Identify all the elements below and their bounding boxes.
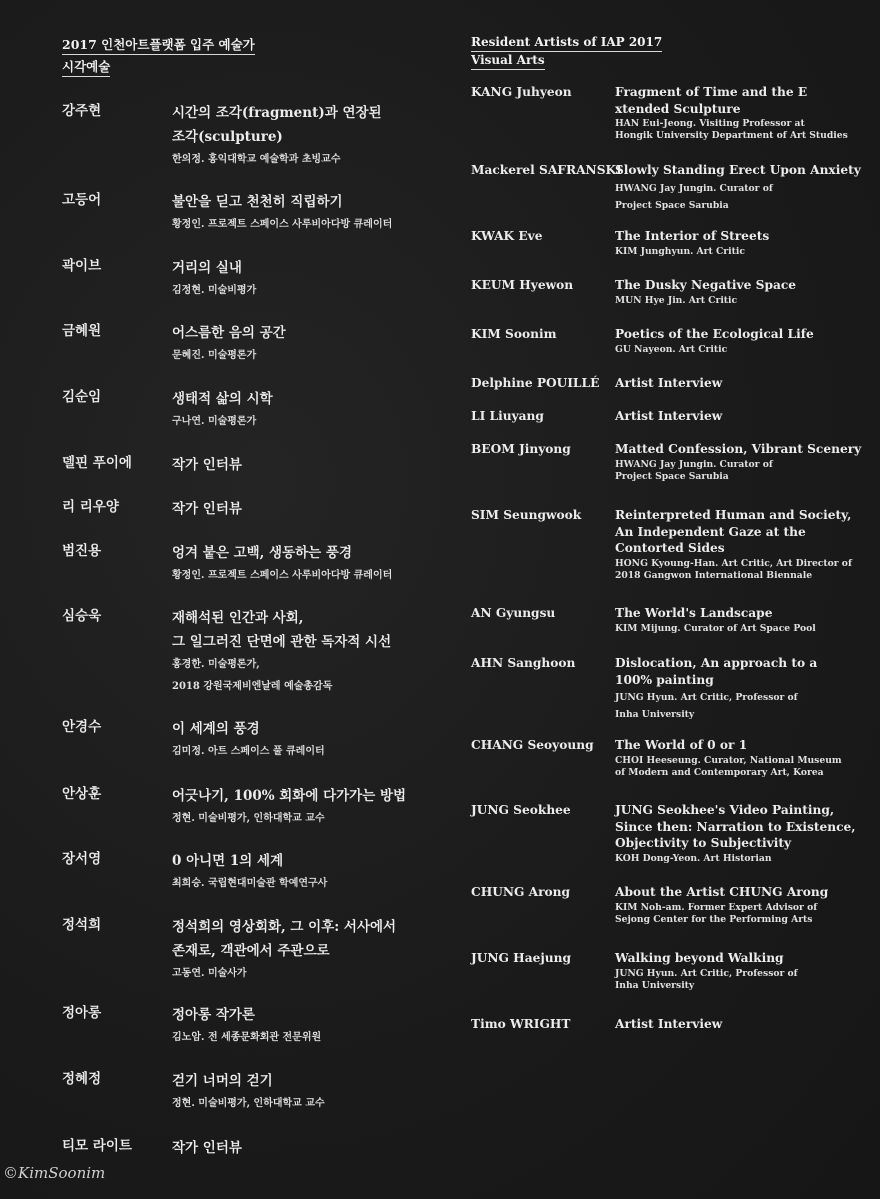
english-header-line2: Visual Arts	[471, 52, 545, 70]
korean-essay-title: 걷기 너머의 걷기	[172, 1073, 273, 1089]
korean-essay-title: 불안을 딛고 천천히 직립하기	[172, 194, 343, 210]
english-essay-author: HONG Kyoung-Han. Art Critic, Art Director of 2018 Gangwon International Biennale	[615, 557, 852, 581]
korean-artist-name: 장서영	[62, 851, 102, 867]
english-essay-author: HWANG Jay Jungin. Curator of Project Space Sarubia	[615, 182, 773, 211]
copyright-watermark: ©KimSoonim	[3, 1164, 106, 1182]
korean-artist-name: 안상훈	[62, 786, 102, 802]
korean-artist-name: 델핀 푸이에	[62, 455, 132, 471]
english-essay-author: KIM Noh-am. Former Expert Advisor of Sejong Center for the Performing Arts	[615, 901, 818, 925]
english-artist-name: KIM Soonim	[471, 327, 557, 341]
korean-artist-name: 금혜원	[62, 323, 102, 339]
english-essay-title: Reinterpreted Human and Society, An Independent Gaze at the Contorted Sides	[615, 508, 852, 555]
english-artist-name: JUNG Seokhee	[471, 803, 571, 817]
korean-artist-name: 리 리우양	[62, 499, 119, 515]
english-essay-title: Slowly Standing Erect Upon Anxiety	[615, 163, 861, 177]
english-essay-title: Poetics of the Ecological Life	[615, 327, 814, 341]
korean-essay-title: 어긋나기, 100% 회화에 다가가는 방법	[172, 788, 407, 804]
korean-essay-author: 한의정. 홍익대학교 예술학과 초빙교수	[172, 154, 341, 165]
korean-artist-name: 정아롱	[62, 1005, 102, 1021]
korean-essay-title: 정석희의 영상회화, 그 이후: 서사에서 존재로, 객관에서 주관으로	[172, 919, 397, 959]
english-essay-author: MUN Hye Jin. Art Critic	[615, 294, 738, 306]
korean-artist-name: 정혜정	[62, 1071, 102, 1087]
korean-essay-author: 김정현. 미술비평가	[172, 285, 257, 296]
english-artist-name: Mackerel SAFRANSKI	[471, 163, 622, 177]
english-artist-name: AHN Sanghoon	[471, 656, 576, 670]
english-essay-title: The World's Landscape	[615, 606, 773, 620]
english-essay-title: Matted Confession, Vibrant Scenery	[615, 442, 862, 456]
english-essay-title: JUNG Seokhee's Video Painting, Since then: Narration to Existence, Objectivity to Subjectivity	[615, 803, 856, 850]
english-essay-author: HAN Eui-Jeong. Visiting Professor at Hongik University Department of Art Studies	[615, 118, 848, 141]
english-essay-author: GU Nayeon. Art Critic	[615, 343, 728, 355]
english-essay-author: KOH Dong-Yeon. Art Historian	[615, 852, 772, 864]
korean-essay-title: 0 아니면 1의 세계	[172, 853, 284, 869]
english-essay-title: Dislocation, An approach to a 100% painting	[615, 656, 818, 687]
english-artist-name: KWAK Eve	[471, 229, 543, 243]
korean-essay-author: 김미정. 아트 스페이스 풀 큐레이터	[172, 746, 325, 757]
korean-essay-title: 거리의 실내	[172, 260, 242, 276]
english-essay-title: Fragment of Time and the E xtended Sculpture	[615, 85, 808, 116]
english-artist-name: CHUNG Arong	[471, 885, 571, 899]
english-essay-title: Artist Interview	[615, 376, 723, 390]
english-artist-name: KANG Juhyeon	[471, 85, 572, 99]
english-essay-title: About the Artist CHUNG Arong	[615, 885, 829, 899]
korean-artist-name: 고등어	[62, 192, 102, 208]
korean-essay-title: 어스름한 음의 공간	[172, 325, 286, 341]
korean-essay-author: 정현. 미술비평가, 인하대학교 교수	[172, 1098, 325, 1109]
english-artist-name: LI Liuyang	[471, 409, 544, 423]
english-essay-author: JUNG Hyun. Art Critic, Professor of Inha University	[615, 692, 798, 720]
korean-essay-title: 생태적 삶의 시학	[172, 391, 273, 407]
korean-essay-author: 문혜진. 미술평론가	[172, 350, 257, 361]
korean-essay-author: 구나연. 미술평론가	[172, 416, 257, 427]
korean-header	[62, 36, 255, 80]
korean-essay-author: 최희승. 국립현대미술관 학예연구사	[172, 878, 328, 889]
english-artist-name: CHANG Seoyoung	[471, 738, 594, 752]
english-artist-name: JUNG Haejung	[471, 951, 572, 965]
english-essay-title: Artist Interview	[615, 409, 723, 423]
korean-artist-name: 곽이브	[62, 258, 102, 274]
english-essay-title: Walking beyond Walking	[615, 951, 784, 965]
korean-essay-author: 김노암. 전 세종문화회관 전문위원	[172, 1032, 322, 1043]
korean-essay-author: 황정인. 프로젝트 스페이스 사루비아다방 큐레이터	[172, 570, 393, 581]
english-essay-title: The Dusky Negative Space	[615, 278, 797, 292]
english-essay-author: KIM Mijung. Curator of Art Space Pool	[615, 622, 816, 634]
english-essay-title: The Interior of Streets	[615, 229, 770, 243]
english-artist-name: SIM Seungwook	[471, 508, 582, 522]
korean-artist-name: 김순임	[62, 389, 102, 405]
korean-essay-title: 작가 인터뷰	[172, 457, 242, 473]
korean-artist-name: 티모 라이트	[62, 1138, 132, 1154]
korean-artist-name: 정석희	[62, 917, 102, 933]
english-artist-name: BEOM Jinyong	[471, 442, 571, 456]
english-artist-name: AN Gyungsu	[471, 606, 556, 620]
korean-essay-author: 정현. 미술비평가, 인하대학교 교수	[172, 813, 325, 824]
korean-artist-name: 범진용	[62, 543, 102, 559]
korean-essay-title: 이 세계의 풍경	[172, 721, 260, 737]
korean-artist-name: 심승욱	[62, 608, 102, 624]
english-essay-title: The World of 0 or 1	[615, 738, 748, 752]
english-essay-author: JUNG Hyun. Art Critic, Professor of Inha University	[615, 967, 798, 991]
korean-header-line1: 2017 인천아트플랫폼 입주 예술가	[62, 36, 255, 55]
english-essay-title: Artist Interview	[615, 1017, 723, 1031]
korean-artist-name: 안경수	[62, 719, 102, 735]
korean-essay-title: 엉겨 붙은 고백, 생동하는 풍경	[172, 545, 352, 561]
english-artist-name: Delphine POUILLÉ	[471, 376, 600, 390]
english-essay-author: KIM Junghyun. Art Critic	[615, 245, 745, 257]
english-artist-name: KEUM Hyewon	[471, 278, 574, 292]
english-header	[471, 34, 662, 70]
english-artist-name: Timo WRIGHT	[471, 1017, 571, 1031]
korean-essay-author: 황정인. 프로젝트 스페이스 사루비아다방 큐레이터	[172, 219, 393, 230]
korean-header-line2: 시각예술	[62, 58, 110, 77]
korean-essay-title: 정아롱 작가론	[172, 1007, 255, 1023]
korean-essay-title: 재해석된 인간과 사회, 그 일그러진 단면에 관한 독자적 시선	[172, 610, 392, 650]
english-header-line1: Resident Artists of IAP 2017	[471, 34, 662, 52]
english-essay-author: HWANG Jay Jungin. Curator of Project Space Sarubia	[615, 458, 773, 482]
korean-artist-name: 강주현	[62, 103, 102, 119]
korean-essay-author: 고동연. 미술사가	[172, 968, 247, 979]
korean-essay-title: 작가 인터뷰	[172, 501, 242, 517]
korean-essay-author: 홍경한. 미술평론가, 2018 강원국제비엔날레 예술총감독	[172, 659, 333, 692]
korean-essay-title: 작가 인터뷰	[172, 1140, 242, 1156]
korean-essay-title: 시간의 조각(fragment)과 연장된 조각(sculpture)	[172, 105, 382, 145]
english-essay-author: CHOI Heeseung. Curator, National Museum of Modern and Contemporary Art, Korea	[615, 754, 842, 778]
